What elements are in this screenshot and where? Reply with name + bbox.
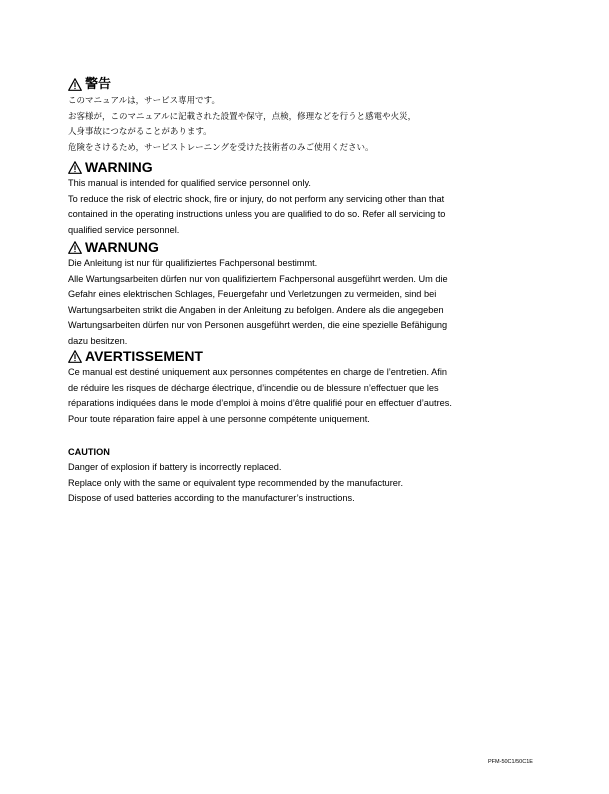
warning-section-english xyxy=(68,159,548,238)
section-title: WARNING xyxy=(85,159,153,175)
body-line: 危険をさけるため，サービストレーニングを受けた技術者のみご使用ください。 xyxy=(68,142,374,153)
warning-section-french xyxy=(68,348,548,427)
body-line: This manual is intended for qualified service personnel only. xyxy=(68,178,311,188)
body-line: このマニュアルは，サービス専用です。 xyxy=(68,96,220,106)
section-title: WARNUNG xyxy=(85,239,159,255)
body-line: Die Anleitung ist nur für qualifiziertes Fachpersonal bestimmt. xyxy=(68,258,318,268)
section-heading xyxy=(68,348,548,365)
warning-triangle-icon xyxy=(68,161,82,174)
body-line: Ce manual est destiné uniquement aux personnes compétentes en charge de l’entretien. Afin xyxy=(68,367,447,377)
body-line: Danger of explosion if battery is incorrectly replaced. xyxy=(68,462,282,472)
warning-triangle-icon xyxy=(68,241,82,254)
body-line: dazu besitzen. xyxy=(68,335,128,346)
warning-section-japanese xyxy=(68,76,548,156)
section-heading xyxy=(68,159,548,176)
body-line: To reduce the risk of electric shock, fire or injury, do not perform any servicing other than that xyxy=(68,193,445,204)
body-line: 人身事故につながることがあります。 xyxy=(68,127,212,138)
body-line: de réduire les risques de décharge électrique, d’incendie ou de blessure n’effectuer que les xyxy=(68,382,439,393)
body-line: Alle Wartungsarbeiten dürfen nur von qualifiziertem Fachpersonal ausgeführt werden. Um die xyxy=(68,273,448,284)
section-title: AVERTISSEMENT xyxy=(85,348,203,364)
body-line: contained in the operating instructions unless you are qualified to do so. Refer all servicing to xyxy=(68,209,446,220)
body-line: Replace only with the same or equivalent type recommended by the manufacturer. xyxy=(68,477,404,488)
body-line: réparations indiquées dans le mode d’emploi à moins d’être qualifié pour en effectuer d’autres. xyxy=(68,398,452,409)
body-line: Wartungsarbeiten strikt die Angaben in der Anleitung zu befolgen. Andere als die angegeben xyxy=(68,304,444,315)
warning-section-german xyxy=(68,239,548,350)
warning-triangle-icon xyxy=(68,350,82,363)
body-line: Gefahr eines elektrischen Schlages, Feuergefahr und Verletzungen zu vermeiden, sind bei xyxy=(68,289,437,300)
body-line: Pour toute réparation faire appel à une personne compétente uniquement. xyxy=(68,413,370,424)
body-line: お客様が，このマニュアルに記載された設置や保守，点検，修理などを行うと感電や火災， xyxy=(68,111,417,122)
section-heading xyxy=(68,76,548,93)
caution-title: CAUTION xyxy=(68,447,110,457)
warning-triangle-icon xyxy=(68,78,82,91)
caution-section xyxy=(68,445,548,507)
body-line: Dispose of used batteries according to the manufacturer’s instructions. xyxy=(68,493,355,504)
model-code: PFM-50C1/50C1E xyxy=(488,759,533,765)
section-title: 警告 xyxy=(85,77,112,92)
body-line: qualified service personnel. xyxy=(68,224,180,235)
body-line: Wartungsarbeiten dürfen nur von Personen ausgeführt werden, die eine spezielle Befähigung xyxy=(68,320,448,331)
section-heading xyxy=(68,239,548,256)
